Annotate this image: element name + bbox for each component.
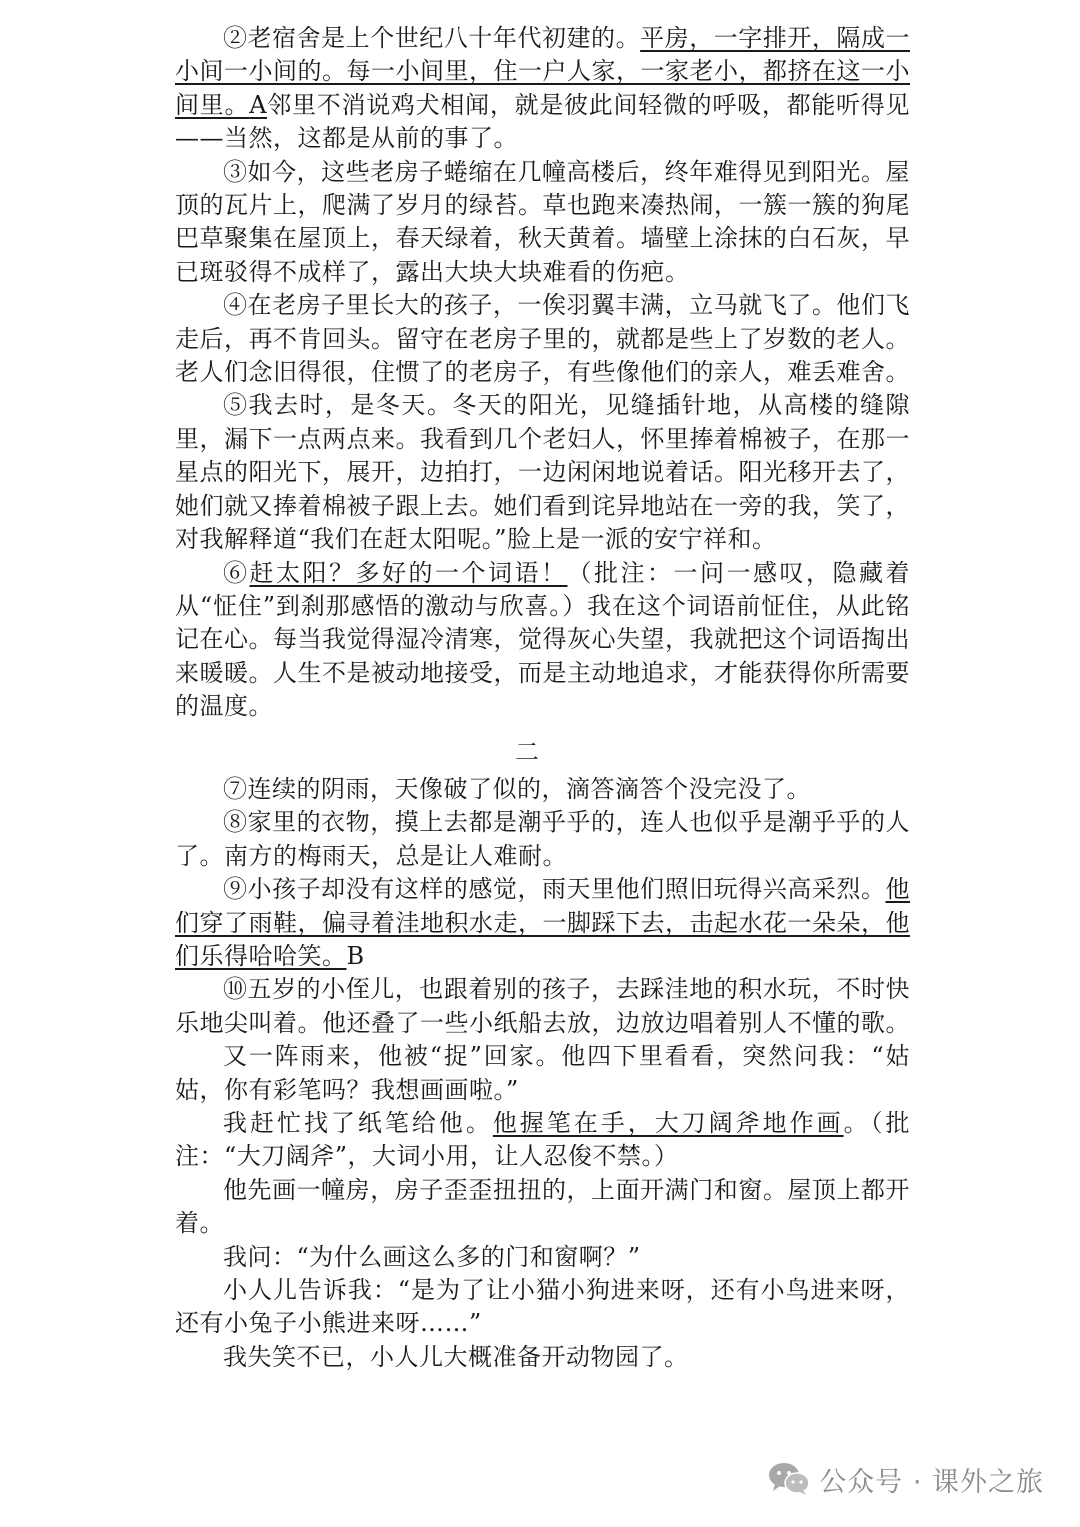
p2-underlined-text: 平房，一字排开，隔成一小间一小间的。每一小间里，住一户人家，一家老小，都挤在这一小间里。 [175,24,911,119]
p2-text-d: 邻里不消说鸡犬相闻，就是彼此间轻微的呼吸，都能听得见——当然，这都是从前的事了。 [175,90,911,153]
paragraph-14: 我问：“为什么画这么多的门和窗啊？” [223,1242,641,1271]
paragraph-4: ④在老房子里长大的孩子，一俟羽翼丰满，立马就飞了。他们飞走后，再不肯回头。留守在老房子里的，就都是些上了岁数的老人。老人们念旧得很，住惯了的老房子，有些像他们的亲人，难丢难舍。 [175,291,910,387]
paragraph-3: ③如今，这些老房子蜷缩在几幢高楼后，终年难得见到阳光。屋顶的瓦片上，爬满了岁月的绿苔。草也跑来凑热闹，一簇一簇的狗尾巴草聚集在屋顶上，春天绿着，秋天黄着。墙壁上涂抹的白石灰，早已斑驳得不成样了，露出大块大块难看的伤疤。 [175,157,910,286]
paragraph-16: 我失笑不已，小人儿大概准备开动物园了。 [223,1342,689,1371]
wechat-watermark [767,1459,1044,1499]
paragraph-10: ⑩五岁的小侄儿，也跟着别的孩子，去踩洼地的积水玩，不时快乐地尖叫着。他还叠了一些小纸船去放，边放边唱着别人不懂的歌。 [175,975,910,1037]
paragraph-2 [175,22,910,156]
paragraph-6 [175,557,910,724]
paragraph-7: ⑦连续的阴雨，天像破了似的，滴答滴答个没完没了。 [223,774,811,803]
watermark-text: 公众号 · 课外之旅 [819,1466,1044,1498]
p6-underlined-text: 赶太阳？多好的一个词语！ [249,558,568,587]
p2-text-a: ②老宿舍是上个世纪八十年代初建的。 [223,24,641,52]
paragraph-9 [175,873,910,973]
p12-underlined-text: 他握笔在手，大刀阔斧地作画 [492,1109,844,1137]
paragraph-15: 小人儿告诉我：“是为了让小猫小狗进来呀，还有小鸟进来呀，还有小兔子小熊进来呀……” [175,1276,910,1338]
p12-text-a: 我赶忙找了纸笔给他。 [223,1109,493,1137]
paragraph-13: 他先画一幢房，房子歪歪扭扭的，上面开满门和窗。屋顶上都开着。 [175,1175,910,1238]
p9-text-a: ⑨小孩子却没有这样的感觉，雨天里他们照旧玩得兴高采烈。 [223,875,886,904]
marker-a: A [249,90,268,119]
paragraph-12 [175,1107,910,1174]
wechat-icon [767,1461,811,1497]
marker-b: B [346,941,365,970]
p9-underlined-text: 他们穿了雨鞋，偏寻着洼地积水走，一脚踩下去，击起水花一朵朵，他们乐得哈哈笑。 [175,875,910,970]
section-title-two: 二 [515,737,540,766]
p12-text-c: 。（批注：“大刀阔斧”，大词小用，让人忍俊不禁。） [175,1109,911,1171]
article-page [175,22,910,1374]
p6-number: ⑥ [223,558,250,587]
paragraph-5: ⑤我去时，是冬天。冬天的阳光，见缝插针地，从高楼的缝隙里，漏下一点两点来。我看到几个老妇人，怀里捧着棉被子，在那一星点的阳光下，展开，边拍打，一边闲闲地说着话。阳光移开去了，她们就又捧着棉被子跟上去。她们看到诧异地站在一旁的我，笑了，对我解释道“我们在赶太阳呢。”脸上是一派的安宁祥和。 [175,391,910,554]
p6-text: （批注：一问一感叹，隐藏着从“怔住”到刹那感悟的激动与欣喜。）我在这个词语前怔住，从此铭记在心。每当我觉得湿冷清寒，觉得灰心失望，我就把这个词语掏出来暖暖。人生不是被动地接受，而是主动地追求，才能获得你所需要的温度。 [175,558,910,721]
paragraph-8: ⑧家里的衣物，摸上去都是潮乎乎的，连人也似乎是潮乎乎的人了。南方的梅雨天，总是让人难耐。 [175,808,910,870]
paragraph-11: 又一阵雨来，他被“捉”回家。他四下里看看，突然问我：“姑姑，你有彩笔吗？我想画画啦。” [175,1042,910,1104]
